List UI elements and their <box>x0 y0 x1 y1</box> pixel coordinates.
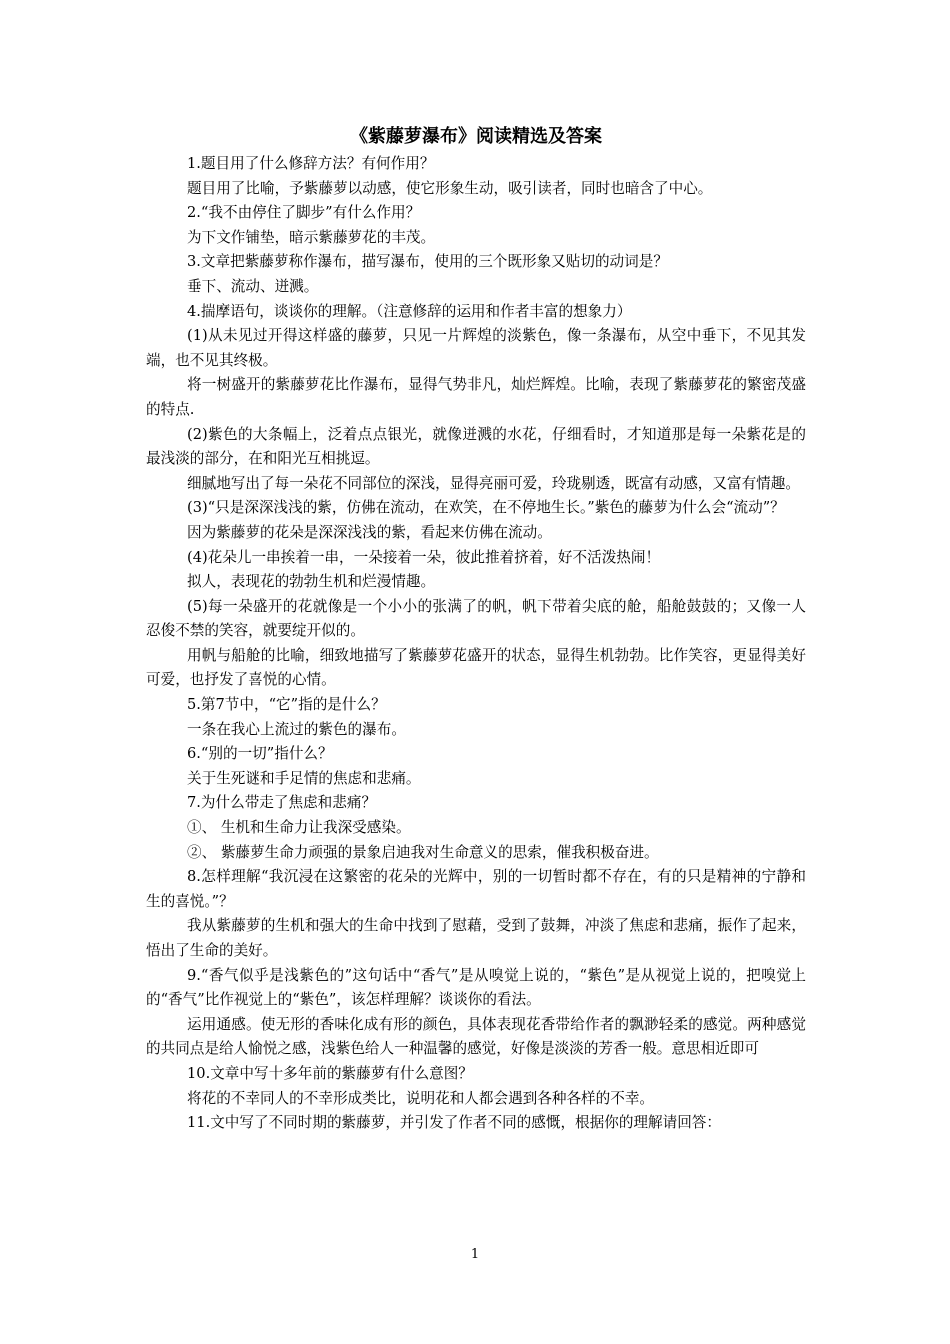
answer-5: 一条在我心上流过的紫色的瀑布。 <box>187 720 406 738</box>
question-4-item-2: (2)紫色的大条幅上，泛着点点银光，就像迸溅的水花，仔细看时，才知道那是每一朵紫花是的最浅淡的部分，在和阳光互相挑逗。 <box>146 425 806 468</box>
answer-4-item-4: 拟人，表现花的勃勃生机和烂漫情趣。 <box>187 573 436 591</box>
answer-8: 我从紫藤萝的生机和强大的生命中找到了慰藉，受到了鼓舞，冲淡了焦虑和悲痛，振作了起来，悟出了生命的美好。 <box>146 917 806 959</box>
question-4: 4.揣摩语句，谈谈你的理解。（注意修辞的运用和作者丰富的想象力） <box>187 302 632 320</box>
question-8: 8.怎样理解“我沉浸在这繁密的花朵的光辉中，别的一切暂时都不存在，有的只是精神的宁静和生的喜悦。”？ <box>146 868 806 910</box>
answer-7-point-2: ②、 紫藤萝生命力顽强的景象启迪我对生命意义的思索，催我积极奋进。 <box>187 843 659 861</box>
document-title: 《紫藤萝瀑布》阅读精选及答案 <box>350 126 602 147</box>
question-3: 3.文章把紫藤萝称作瀑布，描写瀑布，使用的三个既形象又贴切的动词是？ <box>187 253 668 271</box>
question-6: 6.“别的一切”指什么？ <box>187 745 333 763</box>
answer-4-item-1: 将一树盛开的紫藤萝花比作瀑布，显得气势非凡，灿烂辉煌。比喻，表现了紫藤萝花的繁密茂盛的特点. <box>146 376 806 418</box>
question-10: 10.文章中写十多年前的紫藤萝有什么意图？ <box>187 1064 473 1082</box>
answer-9: 运用通感。使无形的香味化成有形的颜色，具体表现花香带给作者的飘渺轻柔的感觉。两种感觉的共同点是给人愉悦之感，浅紫色给人一种温馨的感觉，好像是淡淡的芳香一般。意思相近即可 <box>146 1015 806 1058</box>
answer-6: 关于生死谜和手足情的焦虑和悲痛。 <box>187 769 421 787</box>
question-11: 11.文中写了不同时期的紫藤萝，并引发了作者不同的感慨，根据你的理解请回答： <box>187 1114 721 1132</box>
question-4-item-4: (4)花朵儿一串挨着一串，一朵接着一朵，彼此推着挤着，好不活泼热闹！ <box>187 548 661 566</box>
question-5: 5.第7节中，“它”指的是什么？ <box>187 696 386 714</box>
answer-4-item-3: 因为紫藤萝的花朵是深深浅浅的紫，看起来仿佛在流动。 <box>187 523 552 541</box>
question-1: 1.题目用了什么修辞方法？有何作用？ <box>187 155 435 172</box>
question-9: 9.“香气似乎是浅紫色的”这句话中“香气”是从嗅觉上说的，“紫色”是从视觉上说的，把嗅觉上的“香气”比作视觉上的“紫色”，该怎样理解？谈谈你的看法。 <box>146 966 806 1009</box>
question-4-item-5: (5)每一朵盛开的花就像是一个小小的张满了的帆，帆下带着尖底的舱，船舱鼓鼓的；又像一人忍俊不禁的笑容，就要绽开似的。 <box>146 597 806 640</box>
answer-2: 为下文作铺垫，暗示紫藤萝花的丰茂。 <box>187 228 436 246</box>
answer-3: 垂下、流动、迸溅。 <box>187 277 319 295</box>
answer-7-point-1: ①、 生机和生命力让我深受感染。 <box>187 819 411 837</box>
page-number: 1 <box>470 1247 480 1262</box>
question-2: 2.“我不由停住了脚步”有什么作用？ <box>187 204 421 222</box>
answer-1: 题目用了比喻，予紫藤萝以动感，使它形象生动，吸引读者，同时也暗含了中心。 <box>187 179 713 197</box>
document-page <box>146 122 806 1136</box>
question-4-item-3: (3)“只是深深浅浅的紫，仿佛在流动，在欢笑，在不停地生长。”紫色的藤萝为什么会“流动”？ <box>187 499 785 517</box>
answer-10: 将花的不幸同人的不幸形成类比，说明花和人都会遇到各种各样的不幸。 <box>187 1089 655 1107</box>
answer-4-item-2: 细腻地写出了每一朵花不同部位的深浅，显得亮丽可爱，玲珑剔透，既富有动感，又富有情趣。 <box>187 474 800 492</box>
question-4-item-1: (1)从未见过开得这样盛的藤萝，只见一片辉煌的淡紫色，像一条瀑布，从空中垂下，不见其发端，也不见其终极。 <box>146 327 806 369</box>
answer-4-item-5: 用帆与船舱的比喻，细致地描写了紫藤萝花盛开的状态，显得生机勃勃。比作笑容，更显得美好可爱，也抒发了喜悦的心情。 <box>146 646 806 689</box>
question-7: 7.为什么带走了焦虑和悲痛？ <box>187 794 377 812</box>
